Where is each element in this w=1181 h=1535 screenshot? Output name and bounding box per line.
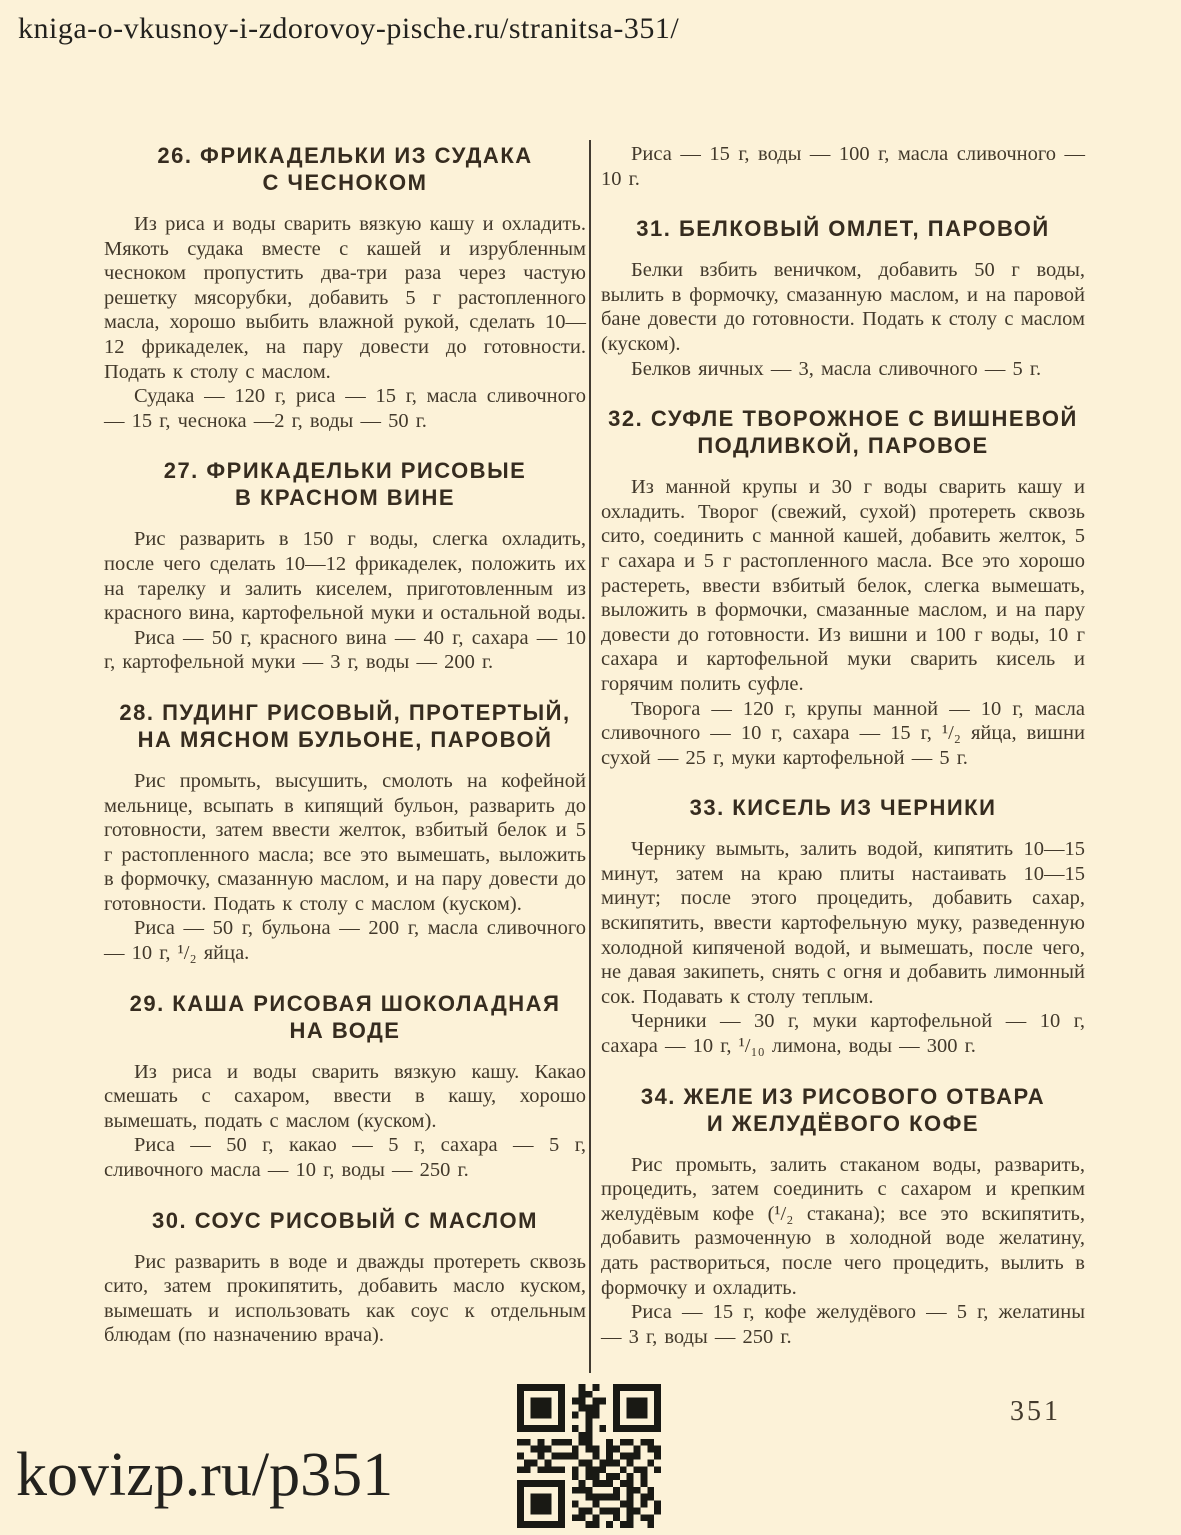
recipe-paragraph: Риса — 50 г, бульона — 200 г, масла сливочного — 10 г, ¹/₂ яйца. — [104, 917, 586, 965]
recipe — [104, 1207, 586, 1348]
recipe-paragraph: Чернику вымыть, залить водой, кипятить 10—15 минут, затем на краю плиты настаивать 10—15 минут; после этого процедить, добавить сахар, вскипятить, ввести картофельную муку, разведенную холодной кипяченой водой, и вымешать, после чего, не давая закипеть, снять с огня и добавить лимонный сок. Подавать к столу теплым. — [601, 838, 1085, 1008]
recipe-title-line: 30. СОУС РИСОВЫЙ С МАСЛОМ — [152, 1207, 538, 1233]
recipe-title-line: 29. КАША РИСОВАЯ ШОКОЛАДНАЯ — [129, 990, 561, 1016]
column-divider — [589, 140, 591, 1373]
recipe-title — [104, 699, 586, 753]
recipe-paragraph: Творога — 120 г, крупы манной — 10 г, масла сливочного — 10 г, сахара — 15 г, ¹/₂ яйца, вишни сухой — 25 г, муки картофельной — 5 г. — [601, 697, 1085, 769]
qr-code-icon — [517, 1384, 661, 1528]
recipe-title — [601, 794, 1085, 821]
recipe-paragraph: Рис промыть, залить стаканом воды, разварить, процедить, затем соединить с сахаром и крепким желудёвым кофе (¹/₂ стакана); все это вскипятить, добавить размоченную в холодной воде желатину, дать раствориться, после чего процедить, вылить в формочку и охладить. — [601, 1153, 1085, 1299]
recipe-title-line: В КРАСНОМ ВИНЕ — [234, 485, 456, 511]
recipe-title — [104, 457, 586, 511]
recipe-title — [104, 1207, 586, 1234]
recipe — [601, 794, 1085, 1058]
short-url: kovizp.ru/p351 — [16, 1441, 394, 1509]
recipe-title — [601, 405, 1085, 459]
recipe-paragraph: Риса — 15 г, воды — 100 г, масла сливочного — 10 г. — [601, 143, 1085, 190]
recipe — [601, 405, 1085, 770]
recipe — [601, 1083, 1085, 1350]
recipe-title-line: 32. СУФЛЕ ТВОРОЖНОЕ С ВИШНЕВОЙ — [608, 406, 1078, 432]
recipe-paragraph: Рис промыть, высушить, смолоть на кофейной мельнице, всыпать в кипящий бульон, разварить до готовности, затем ввести желток, взбитый белок и 5 г растопленного масла; все это вымешать, выложить в формочку, смазанную маслом, и на пару довести до готовности. Подать к столу с маслом (куском). — [104, 769, 586, 915]
recipe-title-line: ПОДЛИВКОЙ, ПАРОВОЕ — [697, 433, 989, 459]
recipe-paragraph: Черники — 30 г, муки картофельной — 10 г, сахара — 10 г, ¹/₁₀ лимона, воды — 300 г. — [601, 1010, 1085, 1058]
recipe-title-line: С ЧЕСНОКОМ — [262, 170, 428, 195]
recipe-title — [601, 1083, 1085, 1137]
left-column — [104, 142, 586, 1348]
recipe-title — [104, 142, 586, 196]
recipe-paragraph: Белки взбить веничком, добавить 50 г воды, вылить в формочку, смазанную маслом, и на паровой бане довести до готовности. Подать к столу с маслом (куском). — [601, 259, 1085, 355]
recipe-paragraph: Из манной крупы и 30 г воды сварить кашу и охладить. Творог (свежий, сухой) протереть сквозь сито, соединить с манной кашей, добавить желток, 5 г сахара и 5 г растопленного масла. Все это хорошо растереть, ввести взбитый белок, слегка вымешать, выложить в формочки, смазанные маслом, и на пару довести до готовности. Из вишни и 100 г воды, 10 г сахара и картофельной муки сварить кисель и горячим полить суфле. — [601, 476, 1085, 695]
recipe — [601, 215, 1085, 381]
recipe-title — [601, 215, 1085, 242]
recipe — [104, 990, 586, 1183]
recipe-paragraph: Риса — 15 г, кофе желудёвого — 5 г, желатины — 3 г, воды — 250 г. — [601, 1301, 1085, 1348]
recipe-paragraph: Судака — 120 г, риса — 15 г, масла сливочного — 15 г, чеснока —2 г, воды — 50 г. — [104, 385, 586, 432]
recipe — [104, 457, 586, 675]
recipe-paragraph: Из риса и воды сварить вязкую кашу и охладить. Мякоть судака вместе с кашей и изрубленным чесноком пропустить два-три раза через частую решетку мясорубки, добавить 5 г растопленного масла, хорошо выбить влажной рукой, сделать 10—12 фрикаделек, на пару довести до готовности. Подать к столу с маслом. — [104, 213, 586, 383]
recipe-paragraph: Рис разварить в 150 г воды, слегка охладить, после чего сделать 10—12 фрикаделек, положить их на тарелку и залить киселем, приготовленным из красного вина, картофельной муки и остальной воды. — [104, 528, 586, 625]
recipe-paragraph: Белков яичных — 3, масла сливочного — 5 г. — [631, 357, 1042, 380]
recipe — [104, 699, 586, 966]
recipe — [601, 142, 1085, 191]
recipe-title — [104, 990, 586, 1044]
source-url: kniga-o-vkusnoy-i-zdorovoy-pische.ru/stranitsa-351/ — [18, 12, 680, 45]
recipe-title-line: 34. ЖЕЛЕ ИЗ РИСОВОГО ОТВАРА — [640, 1083, 1046, 1109]
recipe-title-line: 31. БЕЛКОВЫЙ ОМЛЕТ, ПАРОВОЙ — [636, 216, 1050, 242]
recipe-paragraph: Риса — 50 г, красного вина — 40 г, сахара — 10 г, картофельной муки — 3 г, воды — 200 г. — [104, 626, 586, 674]
recipe-title-line: 33. КИСЕЛЬ ИЗ ЧЕРНИКИ — [689, 795, 997, 821]
recipe-title-line: И ЖЕЛУДЁВОГО КОФЕ — [706, 1110, 980, 1136]
recipe-title-line: НА МЯСНОМ БУЛЬОНЕ, ПАРОВОЙ — [137, 726, 553, 752]
recipe-title-line: 28. ПУДИНГ РИСОВЫЙ, ПРОТЕРТЫЙ, — [119, 699, 571, 725]
recipe — [104, 142, 586, 433]
recipe-title-line: НА ВОДЕ — [289, 1017, 401, 1043]
recipe-title-line: 27. ФРИКАДЕЛЬКИ РИСОВЫЕ — [163, 458, 527, 484]
recipe-title-line: 26. ФРИКАДЕЛЬКИ ИЗ СУДАКА — [157, 143, 533, 168]
recipe-paragraph: Из риса и воды сварить вязкую кашу. Какао смешать с сахаром, ввести в кашу, хорошо вымешать, подать с маслом (куском). — [104, 1060, 586, 1132]
recipe-paragraph: Рис разварить в воде и дважды протереть сквозь сито, затем прокипятить, добавить масло куском, вымешать и использовать как соус к отдельным блюдам (по назначению врача). — [104, 1250, 586, 1347]
page-number: 351 — [1010, 1396, 1061, 1427]
right-column — [601, 142, 1085, 1349]
recipe-paragraph: Риса — 50 г, какао — 5 г, сахара — 5 г, сливочного масла — 10 г, воды — 250 г. — [104, 1134, 586, 1182]
